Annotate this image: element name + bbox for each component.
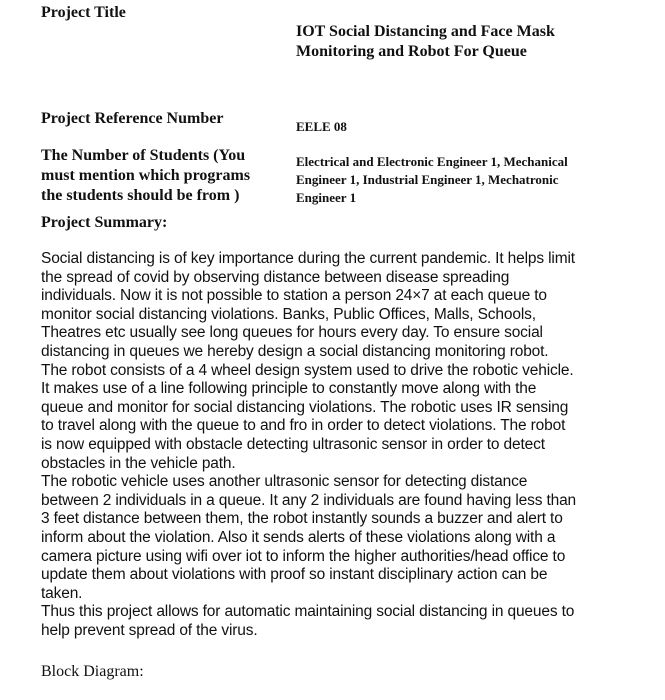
summary-line: update them about violations with proof so instant disciplinary action can be <box>41 566 548 584</box>
summary-line: Thus this project allows for automatic maintaining social distancing in queues to <box>41 603 575 621</box>
summary-line: It makes use of a line following principle to constantly move along with the <box>41 380 537 398</box>
students-label <box>41 146 286 206</box>
summary-line: Theatres etc usually see long queues for hours every day. To ensure social <box>41 324 543 342</box>
summary-line: inform about the violation. Also it sends alerts of these violations along with a <box>41 528 556 546</box>
summary-line: between 2 individuals in a queue. It any 2 individuals are found having less than <box>41 491 577 509</box>
project-title-value <box>296 22 626 62</box>
summary-line: is now equipped with obstacle detecting ultrasonic sensor in order to detect <box>41 435 545 453</box>
summary-line: obstacles in the vehicle path. <box>41 454 236 472</box>
reference-number-label: Project Reference Number <box>41 110 224 127</box>
project-title-label: Project Title <box>41 4 126 21</box>
project-title-line: Monitoring and Robot For Queue <box>296 43 527 60</box>
summary-line: queue and monitor for social distancing violations. The robotic uses IR sensing <box>41 398 569 416</box>
students-value-line: Engineer 1, Industrial Engineer 1, Mechatronic <box>296 172 559 187</box>
summary-line: monitor social distancing violations. Banks, Public Offices, Malls, Schools, <box>41 305 536 323</box>
summary-line: help prevent spread of the virus. <box>41 621 258 639</box>
summary-line: The robot consists of a 4 wheel design system used to drive the robotic vehicle. <box>41 361 574 379</box>
project-summary-label: Project Summary: <box>41 214 168 231</box>
students-value-line: Engineer 1 <box>296 190 357 205</box>
summary-line: distancing in queues we hereby design a social distancing monitoring robot. <box>41 342 549 360</box>
students-label-line: the students should be from ) <box>41 187 240 204</box>
students-label-line: The Number of Students (You <box>41 147 246 164</box>
project-title-line: IOT Social Distancing and Face Mask <box>296 23 555 40</box>
students-value <box>296 153 626 207</box>
summary-line: Social distancing is of key importance during the current pandemic. It helps limit <box>41 250 575 267</box>
students-label-line: must mention which programs <box>41 167 251 184</box>
summary-line: 3 feet distance between them, the robot instantly sounds a buzzer and alert to <box>41 510 563 528</box>
summary-line: taken. <box>41 584 83 602</box>
block-diagram-label: Block Diagram: <box>41 663 144 680</box>
summary-line: the spread of covid by observing distance between disease spreading <box>41 268 510 286</box>
summary-line: individuals. Now it is not possible to station a person 24×7 at each queue to <box>41 287 547 305</box>
summary-line: camera picture using wifi over iot to inform the higher authorities/head office to <box>41 547 566 565</box>
reference-number-value: EELE 08 <box>296 119 347 134</box>
summary-line: The robotic vehicle uses another ultrasonic sensor for detecting distance <box>41 473 528 491</box>
project-summary-text <box>41 250 631 640</box>
summary-line: to travel along with the queue to and fro in order to detect violations. The robot <box>41 417 566 435</box>
students-value-line: Electrical and Electronic Engineer 1, Mechanical <box>296 154 568 169</box>
